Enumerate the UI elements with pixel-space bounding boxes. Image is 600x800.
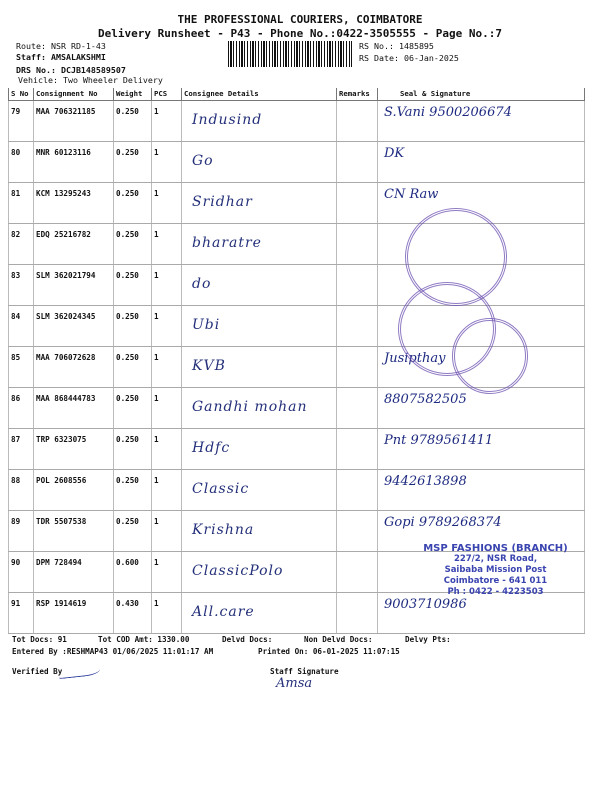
table-header-row: [9, 88, 585, 101]
table-row: [9, 470, 585, 511]
row-pcs: 1: [152, 142, 182, 183]
row-consignment-no: MNR 60123116: [34, 142, 114, 183]
signature-handwriting: Pnt 9789561411: [384, 433, 494, 448]
row-weight: 0.250: [114, 347, 152, 388]
row-weight: 0.250: [114, 429, 152, 470]
row-pcs: 1: [152, 265, 182, 306]
row-pcs: 1: [152, 511, 182, 552]
row-consignment-no: DPM 728494: [34, 552, 114, 593]
row-weight: 0.250: [114, 470, 152, 511]
col-pcs: PCS: [152, 88, 182, 101]
row-consignment-no: POL 2608556: [34, 470, 114, 511]
row-sno: 79: [9, 101, 34, 142]
row-weight: 0.250: [114, 306, 152, 347]
signature-handwriting: 9003710986: [384, 597, 467, 612]
col-seal-signature: Seal & Signature: [378, 88, 585, 101]
consignee-handwriting: KVB: [192, 358, 226, 374]
row-consignment-no: KCM 13295243: [34, 183, 114, 224]
col-sno: S No: [9, 88, 34, 101]
stamp-address-line: Coimbatore - 641 011: [443, 576, 548, 586]
table-row: [9, 101, 585, 142]
consignee-handwriting: Classic: [192, 481, 250, 497]
col-remarks: Remarks: [337, 88, 378, 101]
row-weight: 0.250: [114, 142, 152, 183]
row-pcs: 1: [152, 224, 182, 265]
consignee-handwriting: ClassicPolo: [192, 563, 284, 579]
staff-signature-handwriting: Amsa: [276, 676, 313, 691]
consignee-handwriting: Krishna: [192, 522, 255, 538]
consignee-handwriting: Hdfc: [192, 440, 231, 456]
total-docs: Tot Docs: 91: [12, 635, 67, 644]
row-sno: 86: [9, 388, 34, 429]
row-weight: 0.250: [114, 511, 152, 552]
consignee-handwriting: Gandhi mohan: [192, 399, 308, 415]
verified-by-label: Verified By: [12, 667, 63, 676]
table-row: [9, 429, 585, 470]
rs-date: RS Date: 06-Jan-2025: [359, 53, 459, 63]
consignee-handwriting: Go: [192, 153, 214, 169]
non-delivered-docs: Non Delvd Docs:: [304, 635, 373, 644]
consignee-handwriting: Sridhar: [192, 194, 253, 210]
col-consignee: Consignee Details: [182, 88, 337, 101]
row-consignment-no: EDQ 25216782: [34, 224, 114, 265]
row-pcs: 1: [152, 429, 182, 470]
row-consignment-no: TDR 5507538: [34, 511, 114, 552]
row-sno: 88: [9, 470, 34, 511]
bank-seal-stamp: [452, 318, 528, 394]
row-sno: 83: [9, 265, 34, 306]
signature-handwriting: DK: [384, 146, 405, 161]
drs-number: DRS No.: DCJB148589507: [16, 65, 126, 75]
row-pcs: 1: [152, 101, 182, 142]
table-row: [9, 142, 585, 183]
row-consignment-no: MAA 706321185: [34, 101, 114, 142]
row-consignment-no: MAA 868444783: [34, 388, 114, 429]
stamp-shop-name: MSP FASHIONS (BRANCH): [423, 543, 568, 554]
route-label: Route: NSR RD-1-43: [16, 41, 106, 51]
delivered-docs: Delvd Docs:: [222, 635, 273, 644]
delivery-points: Delvy Pts:: [405, 635, 451, 644]
row-pcs: 1: [152, 593, 182, 634]
signature-handwriting: Jusipthay: [384, 351, 446, 366]
table-row: [9, 388, 585, 429]
row-sno: 84: [9, 306, 34, 347]
row-sno: 89: [9, 511, 34, 552]
table-row: [9, 183, 585, 224]
row-consignment-no: MAA 706072628: [34, 347, 114, 388]
consignee-handwriting: All.care: [192, 604, 255, 620]
staff-label: Staff: AMSALAKSHMI: [16, 52, 106, 62]
row-pcs: 1: [152, 306, 182, 347]
consignee-handwriting: bharatre: [192, 235, 262, 251]
row-weight: 0.250: [114, 388, 152, 429]
rs-number: RS No.: 1485895: [359, 41, 434, 51]
row-weight: 0.250: [114, 265, 152, 306]
col-consignment: Consignment No: [34, 88, 114, 101]
stamp-address-line: 227/2, NSR Road,: [453, 554, 538, 564]
stamp-address-line: Saibaba Mission Post: [444, 565, 547, 575]
stamp-phone-line: Ph : 0422 - 4223503: [447, 587, 544, 597]
consignee-handwriting: Indusind: [192, 112, 263, 128]
vehicle-label: Vehicle: Two Wheeler Delivery: [18, 75, 163, 85]
signature-handwriting: 9442613898: [384, 474, 467, 489]
row-pcs: 1: [152, 470, 182, 511]
row-consignment-no: RSP 1914619: [34, 593, 114, 634]
row-sno: 90: [9, 552, 34, 593]
row-weight: 0.430: [114, 593, 152, 634]
runsheet-subtitle: Delivery Runsheet - P43 - Phone No.:0422-3505555 - Page No.:7: [98, 27, 502, 40]
row-sno: 91: [9, 593, 34, 634]
address-stamp: [403, 543, 588, 615]
row-pcs: 1: [152, 183, 182, 224]
printed-on: Printed On: 06-01-2025 11:07:15: [258, 647, 400, 656]
verifier-signature: [57, 660, 100, 679]
row-weight: 0.250: [114, 183, 152, 224]
signature-handwriting: CN Raw: [384, 187, 439, 202]
row-pcs: 1: [152, 347, 182, 388]
row-sno: 82: [9, 224, 34, 265]
row-sno: 87: [9, 429, 34, 470]
signature-handwriting: Gopi 9789268374: [384, 515, 502, 530]
row-weight: 0.250: [114, 101, 152, 142]
row-pcs: 1: [152, 388, 182, 429]
row-consignment-no: SLM 362021794: [34, 265, 114, 306]
col-weight: Weight: [114, 88, 152, 101]
signature-handwriting: 8807582505: [384, 392, 467, 407]
row-consignment-no: TRP 6323075: [34, 429, 114, 470]
row-weight: 0.600: [114, 552, 152, 593]
total-cod-amount: Tot COD Amt: 1330.00: [98, 635, 190, 644]
row-sno: 85: [9, 347, 34, 388]
staff-signature-label: Staff Signature: [270, 667, 339, 676]
consignee-handwriting: do: [192, 276, 212, 292]
entered-by: Entered By :RESHMAP43 01/06/2025 11:01:17 AM: [12, 647, 214, 656]
signature-handwriting: S.Vani 9500206674: [384, 105, 512, 120]
row-pcs: 1: [152, 552, 182, 593]
row-sno: 80: [9, 142, 34, 183]
row-sno: 81: [9, 183, 34, 224]
consignee-handwriting: Ubi: [192, 317, 221, 333]
row-consignment-no: SLM 362024345: [34, 306, 114, 347]
row-weight: 0.250: [114, 224, 152, 265]
company-title: THE PROFESSIONAL COURIERS, COIMBATORE: [177, 13, 423, 26]
barcode-image: [228, 41, 352, 67]
